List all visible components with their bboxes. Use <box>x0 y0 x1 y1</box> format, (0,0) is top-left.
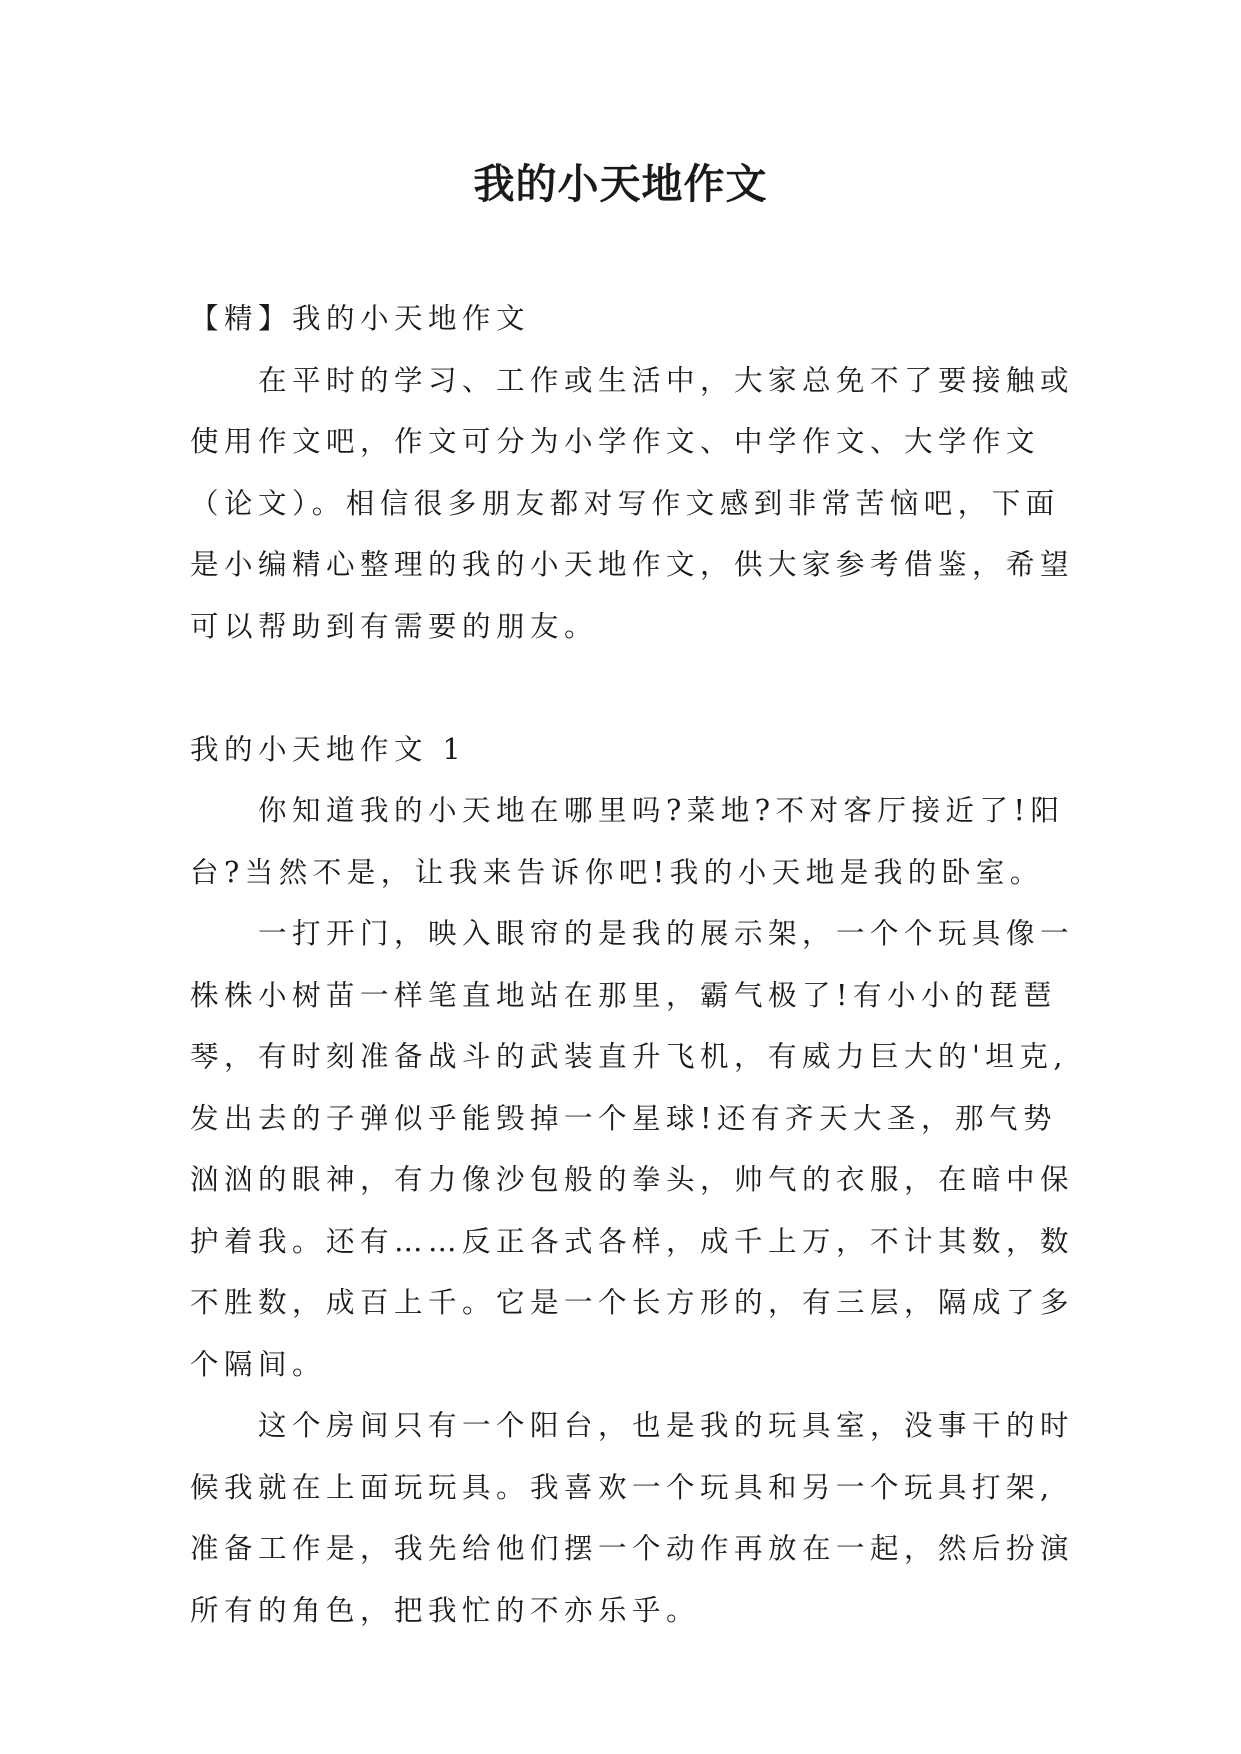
text-line: 候我就在上面玩玩具。我喜欢一个玩具和另一个玩具打架, <box>190 1470 1055 1504</box>
text-line: 琴，有时刻准备战斗的武装直升飞机，有威力巨大的'坦克, <box>190 1040 1068 1073</box>
text-line: 一打开门，映入眼帘的是我的展示架，一个个玩具像一 <box>258 917 1075 950</box>
text-line: 汹汹的眼神，有力像沙包般的拳头，帅气的衣服，在暗中保 <box>190 1163 1075 1196</box>
paragraph-spacer <box>190 657 1056 719</box>
text-line: 护着我。还有……反正各式各样，成千上万，不计其数，数 <box>190 1224 1075 1258</box>
text-line: 准备工作是，我先给他们摆一个动作再放在一起，然后扮演 <box>190 1532 1075 1565</box>
paragraph-1 <box>190 780 1065 903</box>
intro-paragraph <box>190 350 1075 658</box>
paragraph-3 <box>190 1395 1075 1641</box>
text-line: 所有的角色，把我忙的不亦乐乎。 <box>190 1593 701 1627</box>
paragraph-2 <box>190 903 1075 1395</box>
text-line: 发出去的子弹似乎能毁掉一个星球!还有齐天大圣，那气势 <box>190 1101 1057 1135</box>
text-line: 株株小树苗一样笔直地站在那里，霸气极了!有小小的琵琶 <box>190 978 1057 1012</box>
section-heading: 我的小天地作文 1 <box>190 732 467 766</box>
text-line: 可以帮助到有需要的朋友。 <box>190 609 599 643</box>
text-line: （论文）。相信很多朋友都对写作文感到非常苦恼吧，下面 <box>190 486 1060 520</box>
document-title: 我的小天地作文 <box>473 160 768 208</box>
document-subtitle: 【精】我的小天地作文 <box>190 302 531 335</box>
text-line: 是小编精心整理的我的小天地作文，供大家参考借鉴，希望 <box>190 548 1075 581</box>
text-line: 个隔间。 <box>190 1347 327 1381</box>
text-line: 不胜数，成百上千。它是一个长方形的，有三层，隔成了多 <box>190 1286 1075 1319</box>
text-line: 台?当然不是，让我来告诉你吧!我的小天地是我的卧室。 <box>190 855 1044 889</box>
document-body <box>190 288 1075 1641</box>
text-line: 在平时的学习、工作或生活中，大家总免不了要接触或 <box>258 363 1075 397</box>
text-line: 使用作文吧，作文可分为小学作文、中学作文、大学作文 <box>190 425 1041 458</box>
text-line: 你知道我的小天地在哪里吗?菜地?不对客厅接近了!阳 <box>258 794 1065 827</box>
text-line: 这个房间只有一个阳台，也是我的玩具室，没事干的时 <box>258 1409 1075 1442</box>
